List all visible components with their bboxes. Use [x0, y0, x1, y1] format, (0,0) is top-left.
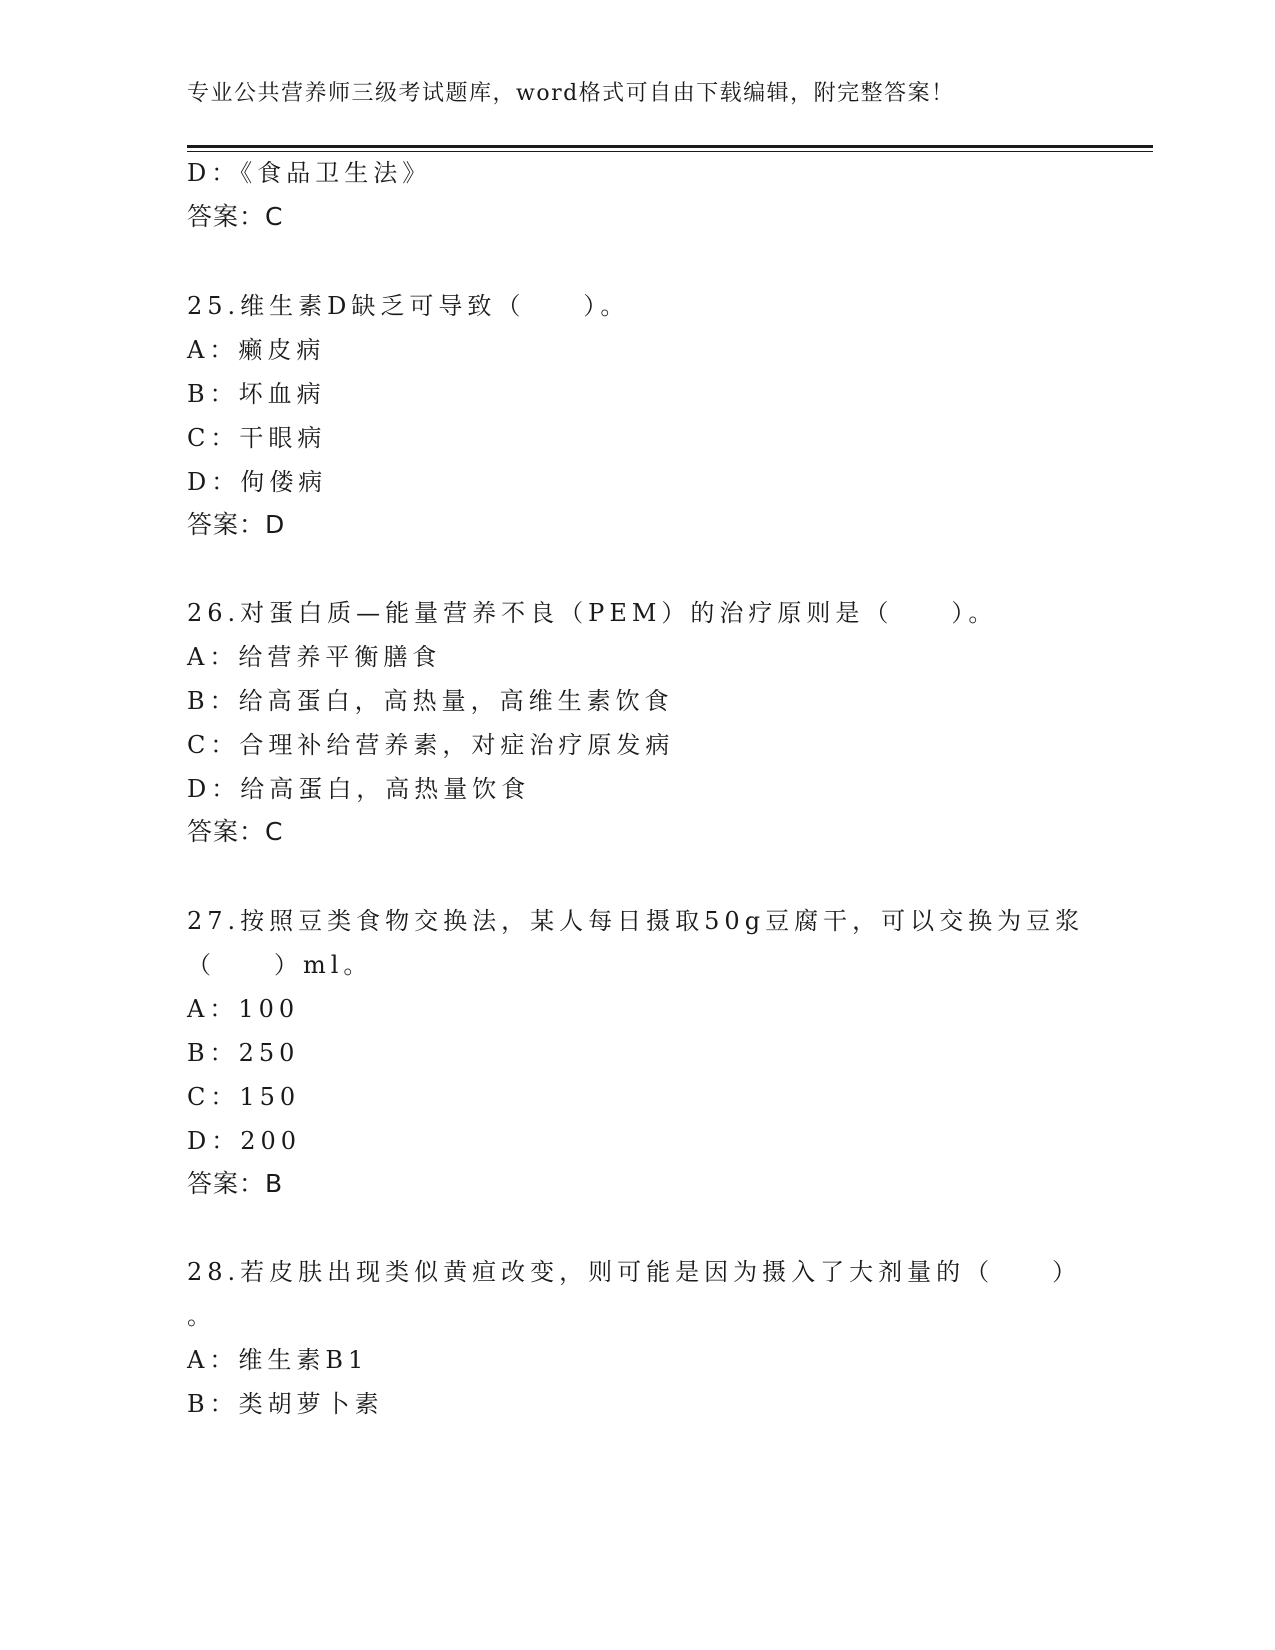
- question-26-option-d: D：给高蛋白，高热量饮食: [187, 775, 531, 803]
- question-26-option-c: C：合理补给营养素，对症治疗原发病: [187, 731, 675, 759]
- header-rule-thick: [187, 145, 1153, 148]
- question-27-stem: 27.按照豆类食物交换法，某人每日摄取50g豆腐干，可以交换为豆浆: [187, 907, 1085, 935]
- question-26-option-a: A：给营养平衡膳食: [187, 643, 442, 671]
- question-27-option-a: A：100: [187, 995, 300, 1023]
- question-28-stem-continued: 。: [187, 1302, 216, 1330]
- question-26-answer: 答案：C: [187, 817, 284, 846]
- question-25-option-b: B：坏血病: [187, 380, 326, 408]
- question-25-option-d: D：佝偻病: [187, 468, 328, 496]
- page-header-text: 专业公共营养师三级考试题库，word格式可自由下载编辑，附完整答案！: [187, 81, 955, 106]
- question-28-option-a: A：维生素B1: [187, 1346, 369, 1374]
- question-25-option-a: A：癞皮病: [187, 336, 326, 364]
- question-26-option-b: B：给高蛋白，高热量，高维生素饮食: [187, 687, 674, 715]
- question-25-stem: 25.维生素D缺乏可导致（ ）。: [187, 292, 630, 320]
- question-26-stem: 26.对蛋白质—能量营养不良（PEM）的治疗原则是（ ）。: [187, 599, 998, 627]
- question-27-answer: 答案：B: [187, 1169, 284, 1198]
- question-27-option-b: B：250: [187, 1039, 300, 1067]
- question-27-option-d: D：200: [187, 1127, 302, 1155]
- question-25-option-c: C：干眼病: [187, 424, 327, 452]
- question-27-stem-continued: （ ）ml。: [187, 951, 373, 979]
- question-28-stem: 28.若皮肤出现类似黄疸改变，则可能是因为摄入了大剂量的（ ）: [187, 1258, 1082, 1286]
- question-28-option-b: B：类胡萝卜素: [187, 1390, 384, 1418]
- question-25-answer: 答案：D: [187, 510, 286, 539]
- question-27-option-c: C：150: [187, 1083, 301, 1111]
- header-rule-thin: [187, 151, 1153, 152]
- prev-option-d: D：《食品卫生法》: [187, 159, 432, 187]
- prev-answer: 答案：C: [187, 202, 284, 231]
